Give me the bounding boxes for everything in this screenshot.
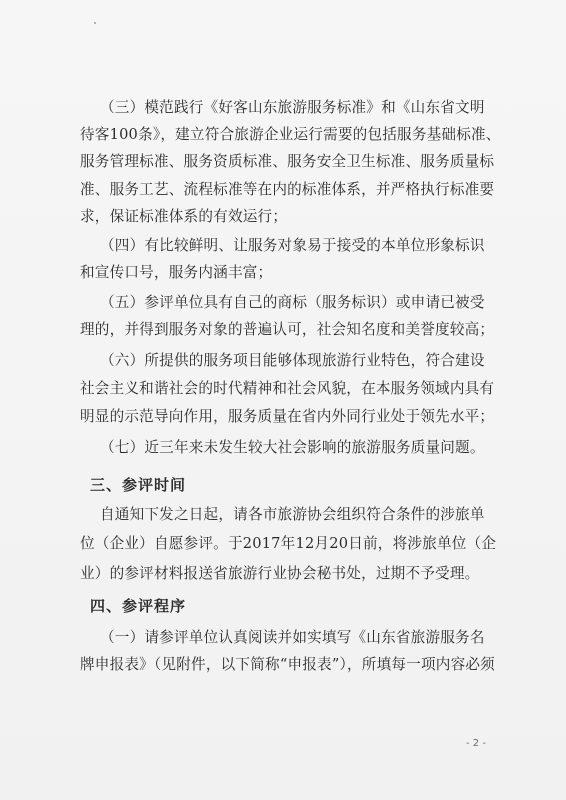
text-line: 待客100条》，建立符合旅游企业运行需要的包括服务基础标准、 xyxy=(80,126,501,143)
text-line: （七）近三年来未发生较大社会影响的旅游服务质量问题。 xyxy=(100,439,485,456)
text-line: （六）所提供的服务项目能够体现旅游行业特色，符合建设 xyxy=(100,352,485,369)
section-heading: 三、参评时间 xyxy=(90,476,187,494)
text-line: 求，保证标准体系的有效运行； xyxy=(80,208,288,225)
text-line: 服务管理标准、服务资质标准、服务安全卫生标准、服务质量标 xyxy=(80,153,495,170)
text-line: 准、服务工艺、流程标准等在内的标准体系，并严格执行标准要 xyxy=(80,181,495,198)
text-line: 业）的参评材料报送省旅游行业协会秘书处，过期不予受理。 xyxy=(80,565,480,582)
text-line: 位（企业）自愿参评。于2017年12月20日前，将涉旅单位（企 xyxy=(80,535,497,552)
text-line: 自通知下发之日起，请各市旅游协会组织符合条件的涉旅单 xyxy=(100,506,485,523)
text-line: （一）请参评单位认真阅读并如实填写《山东省旅游服务名 xyxy=(100,629,485,646)
text-line: 社会主义和谐社会的时代精神和社会风貌，在本服务领域内具有 xyxy=(80,380,495,397)
scan-dot xyxy=(94,22,96,24)
text-line: （四）有比较鲜明、让服务对象易于接受的本单位形象标识 xyxy=(100,237,485,254)
text-line: （三）模范践行《好客山东旅游服务标准》和《山东省文明 xyxy=(100,99,485,116)
text-line: 和宣传口号，服务内涵丰富； xyxy=(80,264,273,281)
text-line: （五）参评单位具有自己的商标（服务标识）或申请已被受 xyxy=(100,294,485,311)
text-line: 明显的示范导向作用，服务质量在省内外同行业处于领先水平； xyxy=(80,408,495,425)
text-line: 牌申报表》（见附件，以下简称“申报表”），所填每一项内容必须 xyxy=(80,656,495,673)
text-line: 理的，并得到服务对象的普遍认可，社会知名度和美誉度较高； xyxy=(80,321,495,338)
section-heading: 四、参评程序 xyxy=(90,597,187,615)
page-number: - 2 - xyxy=(466,738,486,749)
